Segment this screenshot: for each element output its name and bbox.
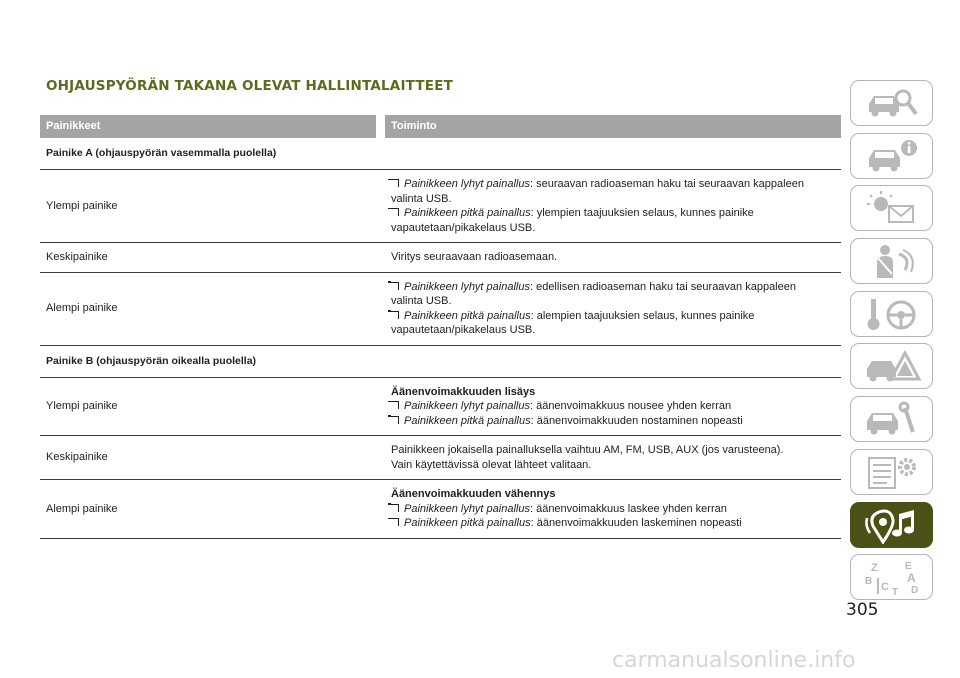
table-row <box>40 436 841 480</box>
function-description <box>385 170 841 242</box>
press-action: : edellisen radioaseman haku tai seuraavan kappaleen <box>529 280 796 293</box>
tab-multimedia[interactable] <box>850 502 933 548</box>
press-type: Painikkeen pitkä painallus <box>404 517 531 529</box>
button-name: Alempi painike <box>46 502 118 515</box>
page-number: 305 <box>846 600 879 620</box>
button-name: Alempi painike <box>46 302 118 315</box>
description-line: Painikkeen jokaisella painalluksella vaihtuu AM, FM, USB, AUX (jos varusteena). <box>391 444 784 456</box>
watermark: carmanualsonline.info <box>612 648 856 673</box>
description-line <box>391 309 835 324</box>
group-title: Painike A (ohjauspyörän vasemmalla puolella) <box>40 138 841 170</box>
description-line <box>391 399 835 414</box>
table-body <box>40 138 841 539</box>
description-line: Vain käytettävissä olevat lähteet valitaan. <box>391 458 592 471</box>
controls-table <box>40 115 841 539</box>
press-bullet-icon <box>391 179 399 187</box>
function-description <box>385 436 841 479</box>
index-letter: C <box>880 581 889 594</box>
press-type: Painikkeen lyhyt painallus <box>404 502 530 515</box>
chapter-sidebar <box>850 80 933 607</box>
index-letter: T <box>891 587 898 597</box>
car-hazard-icon <box>861 347 923 385</box>
press-type: Painikkeen pitkä painallus <box>404 309 531 322</box>
key-steering-wheel-icon <box>861 295 923 333</box>
specs-gear-icon <box>861 453 923 491</box>
tab-warning-lights[interactable] <box>850 185 933 231</box>
press-bullet-icon <box>391 416 399 424</box>
function-description <box>385 243 841 272</box>
description-heading: Äänenvoimakkuuden lisäys <box>391 385 536 398</box>
press-type: Painikkeen lyhyt painallus <box>404 400 530 412</box>
car-magnifier-icon <box>861 84 923 122</box>
description-line <box>391 280 835 295</box>
index-letter: B <box>864 576 872 588</box>
press-bullet-icon <box>391 311 399 319</box>
group-title: Painike B (ohjauspyörän oikealla puolella) <box>40 346 841 378</box>
press-bullet-icon <box>391 518 399 526</box>
description-line <box>391 177 835 192</box>
description-line <box>391 502 835 517</box>
description-heading: Äänenvoimakkuuden vähennys <box>391 488 556 500</box>
function-description <box>385 273 841 345</box>
press-type: Painikkeen lyhyt painallus <box>404 178 530 190</box>
function-description <box>385 378 841 436</box>
press-type: Painikkeen pitkä painallus <box>404 207 531 219</box>
seatbelt-airbag-icon <box>861 242 923 280</box>
description-line: valinta USB. <box>391 192 452 205</box>
car-wrench-icon <box>861 400 923 438</box>
index-letter: D <box>910 585 918 597</box>
description-line <box>391 414 835 429</box>
press-action: : seuraavan radioaseman haku tai seuraavan kappaleen <box>529 178 804 190</box>
car-info-icon <box>861 137 923 175</box>
press-action: : ylempien taajuuksien selaus, kunnes painike <box>530 207 754 219</box>
table-row <box>40 243 841 273</box>
press-bullet-icon <box>391 401 399 409</box>
warning-light-message-icon <box>861 189 923 227</box>
press-bullet-icon <box>391 504 399 512</box>
function-description <box>385 480 841 538</box>
tab-emergency[interactable] <box>850 343 933 389</box>
press-action: : äänenvoimakkuus nousee yhden kerran <box>529 400 732 412</box>
table-row <box>40 378 841 437</box>
header-buttons: Painikkeet <box>40 115 376 138</box>
index-letter: Z <box>870 562 878 575</box>
table-row <box>40 273 841 346</box>
description-line: vapautetaan/pikakelaus USB. <box>391 221 536 234</box>
alphabetical-index-icon <box>861 558 923 596</box>
button-name: Keskipainike <box>46 251 108 263</box>
press-type: Painikkeen pitkä painallus <box>404 414 531 427</box>
press-action: : alempien taajuuksien selaus, kunnes painike <box>530 309 755 322</box>
button-name: Ylempi painike <box>46 400 118 412</box>
description-line: Viritys seuraavaan radioasemaan. <box>391 251 558 263</box>
header-function: Toiminto <box>385 115 841 138</box>
description-line: valinta USB. <box>391 295 452 307</box>
section-title: OHJAUSPYÖRÄN TAKANA OLEVAT HALLINTALAITTEET <box>46 78 454 94</box>
description-line <box>391 206 835 221</box>
table-row <box>40 170 841 243</box>
tab-starting-driving[interactable] <box>850 291 933 337</box>
table-header <box>40 115 841 138</box>
tab-servicing[interactable] <box>850 396 933 442</box>
tab-safety[interactable] <box>850 238 933 284</box>
press-bullet-icon <box>391 282 399 290</box>
button-name: Keskipainike <box>46 451 108 464</box>
tab-index[interactable] <box>850 554 933 600</box>
index-letter: E <box>904 561 912 573</box>
description-line: vapautetaan/pikakelaus USB. <box>391 324 536 336</box>
press-bullet-icon <box>391 208 399 216</box>
tab-vehicle-overview[interactable] <box>850 80 933 126</box>
multimedia-navigation-icon <box>861 506 923 544</box>
tab-vehicle-info[interactable] <box>850 133 933 179</box>
press-action: : äänenvoimakkuuden nostaminen nopeasti <box>530 414 743 427</box>
button-name: Ylempi painike <box>46 199 118 212</box>
index-letter: A <box>906 571 916 586</box>
description-line <box>391 516 835 531</box>
table-row <box>40 480 841 539</box>
press-type: Painikkeen lyhyt painallus <box>404 280 530 293</box>
tab-technical-data[interactable] <box>850 449 933 495</box>
press-action: : äänenvoimakkuuden laskeminen nopeasti <box>530 517 742 529</box>
press-action: : äänenvoimakkuus laskee yhden kerran <box>529 502 727 515</box>
